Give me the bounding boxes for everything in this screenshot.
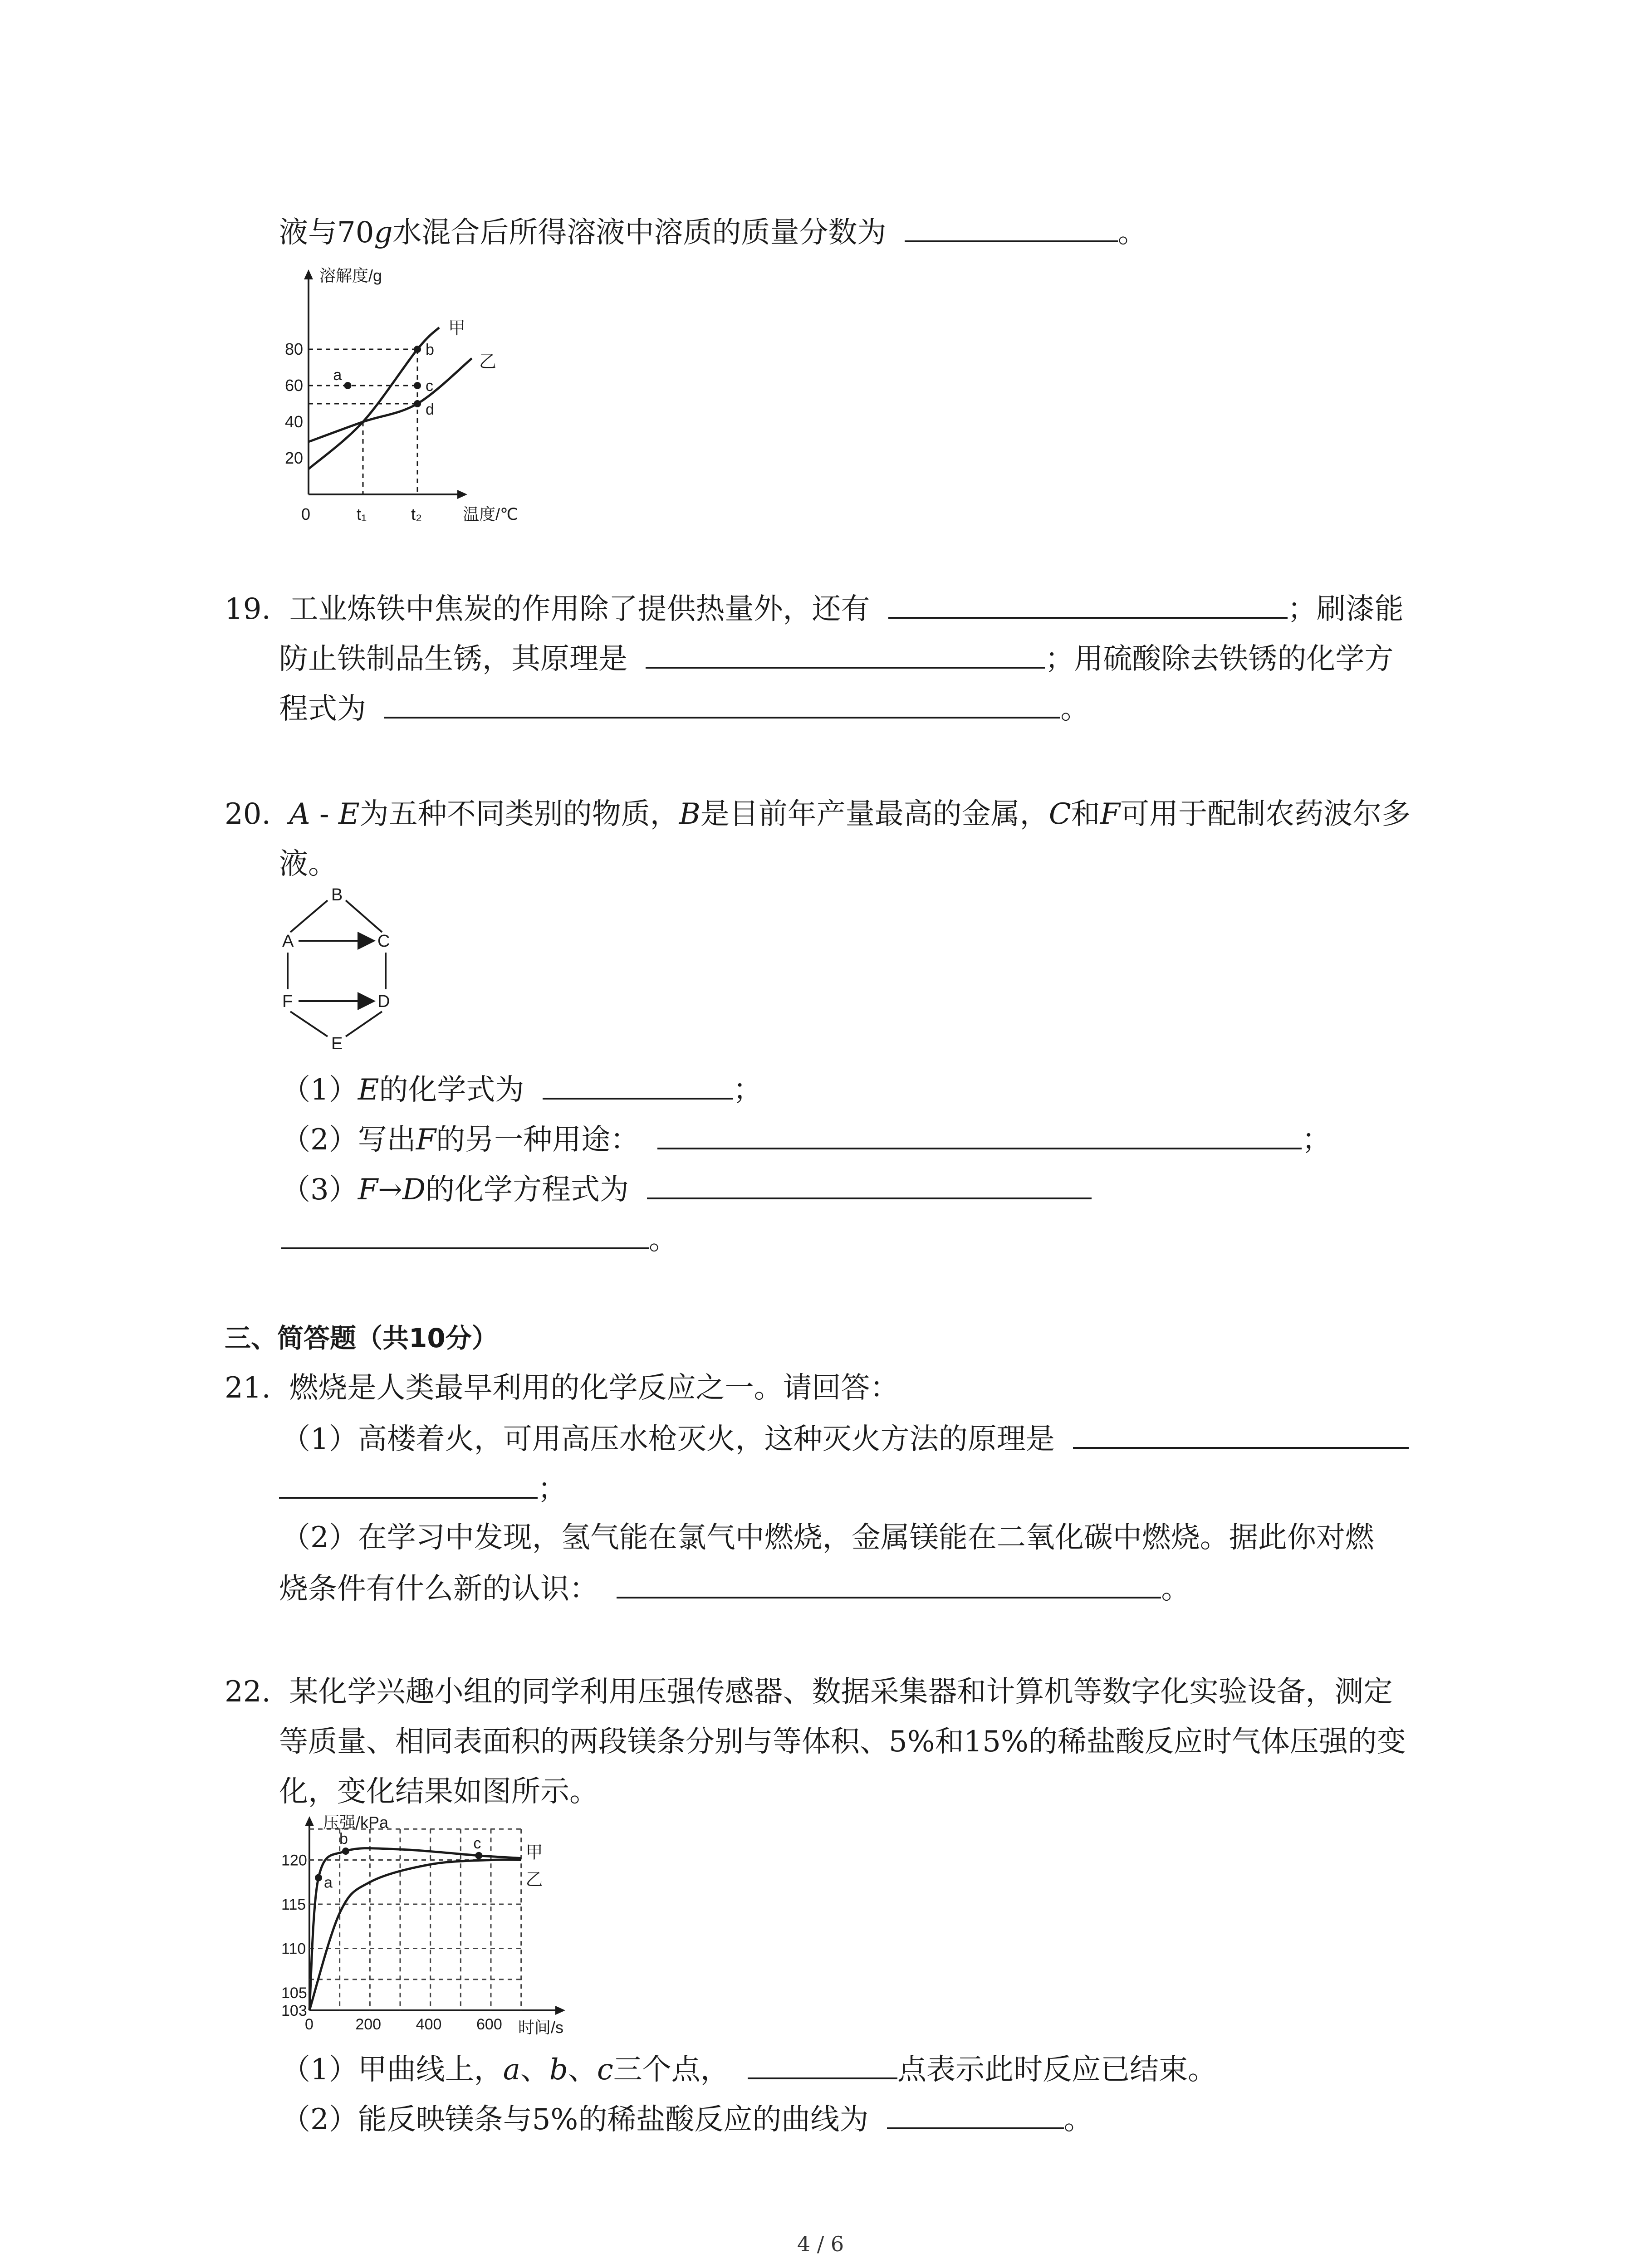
chart2-point-c (475, 1852, 482, 1859)
q20-s3-prefix: （3） (281, 1173, 358, 1207)
edge-f-e (290, 1012, 328, 1036)
q20-s2-end: ； (1302, 1123, 1331, 1157)
chart1-ytick-label: 60 (285, 376, 304, 395)
q18-answer-blank[interactable] (905, 213, 1118, 242)
q20-sub-3 (281, 1170, 1092, 1208)
q20-dash: - (310, 797, 338, 831)
q22-text-1: 某化学兴趣小组的同学利用压强传感器、数据采集器和计算机等数字化实验设备，测定 (289, 1675, 1393, 1709)
chart1-origin: 0 (301, 505, 311, 523)
node-e: E (331, 1034, 343, 1053)
q19-blank-1[interactable] (888, 590, 1288, 619)
edge-b-c (346, 900, 382, 932)
q21-line-1 (225, 1370, 899, 1406)
q20-text-4: 可用于配制农药波尔多 (1120, 797, 1411, 831)
q22-s1-a: a (503, 2053, 520, 2087)
q20-s2-text: 的另一种用途： (436, 1123, 640, 1157)
q20-s1-var-e: E (358, 1073, 379, 1107)
chart1-point-c (414, 382, 421, 389)
q22-s2-blank[interactable] (887, 2100, 1064, 2129)
q20-s2-blank[interactable] (657, 1120, 1302, 1149)
q20-s3-end: 。 (649, 1223, 678, 1256)
q21-sub-1-cont (279, 1470, 567, 1507)
q20-sub-1 (281, 1070, 762, 1108)
chart1-point-d (414, 400, 421, 407)
chart1-point-label: d (426, 401, 434, 418)
chart1-xtick-label: t₁ (357, 505, 367, 523)
q20-s1-end: ； (733, 1073, 762, 1107)
page-number: 4 / 6 (797, 2232, 844, 2256)
q21-sub-2 (281, 1520, 1374, 1556)
chart2-series-label: 甲 (525, 1843, 543, 1862)
q21-sub-2-cont (279, 1569, 1190, 1607)
chart2-point-label: b (339, 1830, 348, 1848)
q20-var-f: F (1100, 797, 1121, 831)
edge-d-e (346, 1012, 382, 1036)
chart1-xtick-label: t₂ (411, 505, 422, 523)
q22-s1-sep1: 、 (520, 2053, 549, 2087)
q22-s1-c: c (597, 2053, 613, 2087)
q18-text: 液与70 (279, 216, 374, 249)
q19-text-2b: ；用硫酸除去铁锈的化学方 (1045, 642, 1394, 676)
chart1-series-label: 乙 (479, 352, 497, 371)
chart1-point-label: b (426, 341, 434, 358)
q19-blank-2[interactable] (646, 640, 1045, 669)
q20-s3-var-d: D (402, 1173, 426, 1207)
q20-s3-blank-a[interactable] (647, 1170, 1092, 1199)
q20-line-1 (225, 796, 1411, 832)
chart1-point-b (414, 346, 421, 353)
q19-text-3a: 程式为 (279, 692, 366, 726)
chart1-xlabel: 温度/℃ (463, 505, 519, 523)
chart2-point-a (315, 1874, 322, 1882)
chart2-ytick-label: 115 (281, 1896, 306, 1913)
q21-text: 燃烧是人类最早利用的化学反应之一。请回答： (289, 1371, 899, 1405)
q21-s1-end: ； (538, 1472, 567, 1506)
q19-line-2 (279, 640, 1393, 677)
chart1-ytick-label: 80 (285, 340, 304, 358)
q20-s3-arrow: → (378, 1173, 402, 1207)
q22-sub-1 (281, 2050, 1217, 2088)
q22-s1-text: 三个点， (613, 2053, 730, 2087)
q22-text-3: 化，变化结果如图所示。 (279, 1775, 598, 1809)
chart2-series-label: 乙 (525, 1870, 543, 1890)
q22-s2-end: 。 (1063, 2103, 1093, 2136)
chart2-series-jia (309, 1848, 521, 2010)
chart1-y-arrow (304, 269, 313, 279)
q21-sub-1 (281, 1420, 1409, 1457)
q18-continuation-line (279, 213, 1147, 251)
chart1-ytick-label: 20 (285, 449, 304, 467)
q20-s1-text: 的化学式为 (379, 1073, 524, 1107)
q21-number: 21. (225, 1371, 271, 1405)
chart1-x-arrow (457, 490, 467, 499)
q20-s1-blank[interactable] (543, 1070, 733, 1100)
chart2-series-yi (309, 1860, 521, 2010)
q22-s1-sep2: 、 (568, 2053, 597, 2087)
chart2-y-arrow (305, 1816, 314, 1826)
node-d: D (377, 992, 390, 1011)
q20-var-a: A (289, 797, 310, 831)
q21-s2-blank[interactable] (617, 1569, 1161, 1598)
chart2-x-arrow (555, 2006, 565, 2015)
q18-unit-g: g (374, 216, 393, 249)
q19-line-3 (279, 689, 1089, 727)
chart2-xtick-label: 200 (355, 2016, 382, 2033)
q19-text-3b: 。 (1060, 692, 1090, 726)
chart2-point-label: c (473, 1834, 481, 1852)
q21-s2-text-a: （2）在学习中发现，氢气能在氯气中燃烧，金属镁能在二氧化碳中燃烧。据此你对燃 (281, 1521, 1374, 1554)
solubility-chart (281, 263, 535, 535)
q19-line-1 (225, 590, 1404, 627)
q19-text-1b: ；刷漆能 (1287, 592, 1404, 626)
q22-line-3 (279, 1774, 598, 1810)
q22-text-2: 等质量、相同表面积的两段镁条分别与等体积、5%和15%的稀盐酸反应时气体压强的变 (279, 1725, 1406, 1759)
chart2-ylabel: 压强/kPa (323, 1813, 389, 1832)
q22-line-2 (279, 1724, 1406, 1760)
q20-s2-prefix: （2）写出 (281, 1123, 416, 1157)
q20-text-2: 是目前年产量最高的金属， (700, 797, 1049, 831)
chart1-point-label: a (333, 367, 342, 384)
q18-end: 。 (1117, 216, 1147, 249)
q20-s1-prefix: （1） (281, 1073, 358, 1107)
chart2-ytick-label: 105 (281, 1984, 307, 2002)
chart1-point-label: c (426, 377, 433, 395)
chart2-xtick-label: 600 (476, 2016, 502, 2033)
chart1-series-label: 甲 (448, 319, 466, 338)
q22-line-1 (225, 1674, 1392, 1710)
q20-sub-3-cont (281, 1220, 678, 1258)
chart1-point-a (344, 382, 351, 389)
q19-text-2a: 防止铁制品生锈，其原理是 (279, 642, 627, 676)
chart2-xtick-label: 0 (305, 2016, 314, 2033)
q20-line-2 (279, 846, 337, 882)
q21-s2-end: 。 (1161, 1572, 1190, 1606)
q21-s2-text-b: 烧条件有什么新的认识： (279, 1572, 598, 1606)
q20-s2-var-f: F (416, 1123, 436, 1157)
q22-s2-text: （2）能反映镁条与5%的稀盐酸反应的曲线为 (281, 2103, 869, 2136)
chart1-ytick-label: 40 (285, 412, 304, 431)
chart2-ytick-label: 103 (281, 2002, 307, 2019)
q22-s1-end: 点表示此时反应已结束。 (897, 2053, 1217, 2087)
q22-number: 22. (225, 1675, 271, 1709)
q20-s3-var-f: F (358, 1173, 378, 1207)
q20-s3-blank-b[interactable] (281, 1220, 649, 1249)
node-f: F (282, 992, 293, 1011)
q19-blank-3[interactable] (384, 689, 1060, 719)
chart2-xlabel: 时间/s (518, 2018, 564, 2037)
q19-text-1a: 工业炼铁中焦炭的作用除了提供热量外，还有 (289, 592, 870, 626)
pressure-chart (281, 1810, 599, 2037)
chart2-xtick-label: 400 (416, 2016, 442, 2033)
q22-s1-blank[interactable] (748, 2050, 897, 2079)
edge-b-a (290, 900, 328, 932)
chart2-point-b (342, 1848, 349, 1855)
q19-number: 19. (225, 592, 271, 626)
q21-s1-blank-b[interactable] (279, 1470, 538, 1499)
q20-var-c: C (1048, 797, 1071, 831)
q20-text-3: 和 (1071, 797, 1100, 831)
q20-text-line2: 液。 (279, 847, 337, 881)
q22-s1-b: b (549, 2053, 568, 2087)
q20-var-b: B (679, 797, 700, 831)
q21-s1-blank-a[interactable] (1073, 1420, 1409, 1449)
node-b: B (331, 885, 343, 904)
q20-text-1: 为五种不同类别的物质， (359, 797, 679, 831)
q22-sub-2 (281, 2100, 1093, 2138)
q20-relation-diagram (272, 882, 408, 1055)
q20-var-e: E (338, 797, 360, 831)
q20-number: 20. (225, 797, 271, 831)
q20-s3-text: 的化学方程式为 (426, 1173, 629, 1207)
chart2-ytick-label: 110 (281, 1940, 306, 1958)
section3-title: 三、简答题（共10分） (225, 1323, 498, 1354)
chart1-ylabel: 溶解度/g (319, 266, 382, 285)
q20-sub-2 (281, 1120, 1331, 1158)
chart2-point-label: a (324, 1874, 333, 1892)
q18-text-rest: 水混合后所得溶液中溶质的质量分数为 (392, 216, 887, 249)
q22-s1-prefix: （1）甲曲线上， (281, 2053, 503, 2087)
node-c: C (377, 932, 390, 951)
q21-s1-text: （1）高楼着火，可用高压水枪灭火，这种灭火方法的原理是 (281, 1422, 1055, 1456)
node-a: A (282, 932, 294, 951)
chart2-ytick-label: 120 (281, 1852, 307, 1869)
